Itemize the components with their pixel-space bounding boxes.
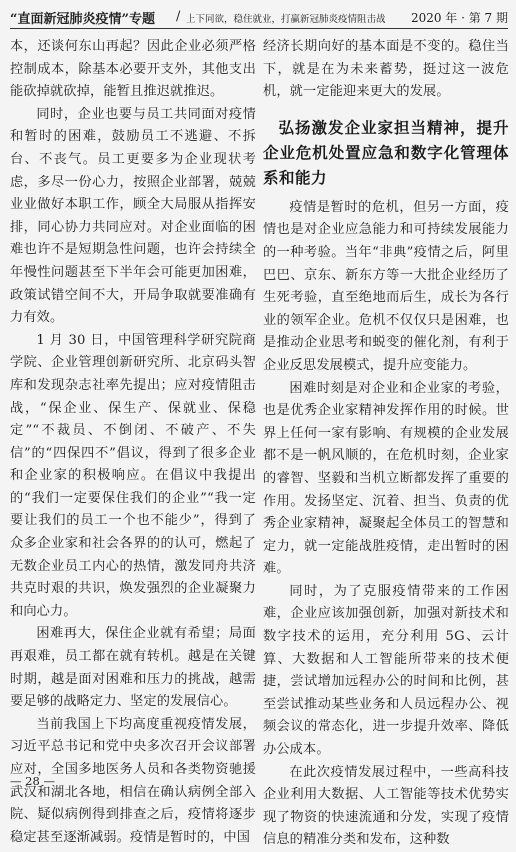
paragraph: 本，还谈何东山再起？因此企业必须严格控制成本，除基本必要开支外，其他支出能砍掉就砍掉，能暂且推迟就推迟。 [10,39,256,100]
paragraph: 同时，为了克服疫情带来的工作困难，企业应该加强创新，加强对新技术和数字技术的运用，充分利用 5G、云计算、大数据和人工智能所带来的技术便捷，尝试增加远程办公的时间和比例，甚至尝试推动某些业务和人员远程办公、视频会议的常态化，进一步提升效率、降低办公成本。 [263,583,509,758]
issue-label: 2020 年 · 第 7 期 [410,11,508,25]
header-rule [10,28,508,29]
paragraph: 1 月 30 日，中国管理科学研究院商学院、企业管理创新研究所、北京码头智库和发现杂志社率先提出；应对疫情阻击战，“保企业、保生产、保就业、保稳定”“不裁员、不倒闭、不破产、不失信”的“四保四不”倡议，得到了很多企业和企业家的积极响应。在倡议中我提出的“我们一定要保住我们的企业”“我一定要让我们的员工一个也不能少”，得到了众多企业家和社会各界的的认可，燃起了无数企业员工内心的热情，激发同舟共济共克时艰的共识，焕发强烈的企业凝聚力和向心力。 [10,332,256,619]
right-column [263,36,509,848]
section-heading: 弘扬激发企业家担当精神，提升企业危机处置应急和数字化管理体系和能力 [263,118,509,187]
paragraph: 困难时刻是对企业和企业家的考验，也是优秀企业家精神发挥作用的时候。世界上任何一家有影响、有规模的企业发展都不是一帆风顺的，在危机时刻，企业家的睿智、坚毅和当机立断都发挥了重要的作用。发扬坚定、沉着、担当、负责的优秀企业家精神，凝聚起全体员工的智慧和定力，就一定能战胜疫情，走出暂时的困难。 [263,380,509,577]
running-header [10,6,508,32]
paragraph: 当前我国上下均高度重视疫情发展，习近平总书记和党中央多次召开会议部署应对，全国多地医务人员和各类物资驰援武汉和湖北各地，相信在确认病例全部入院、疑似病例得到排查之后，疫情将逐步稳定甚至逐渐减弱。疫情是暂时的，中国 [10,716,256,845]
page-number: — 28 — [10,774,55,788]
paragraph: 同时，企业也要与员工共同面对疫情和暂时的困难，鼓励员工不逃避、不拆台、不丧气。员工更要多为企业现状考虑，多尽一份心力，按照企业部署，兢兢业业做好本职工作，顾全大局服从指挥安排，同心协力共同应对。对企业面临的困难也许不是短期急性问题，也许会持续全年慢性问题甚至下半年会可能更加困难，政策试错空间不大，开局争取就要准确有力有效。 [10,106,256,326]
special-topic-title: “直面新冠肺炎疫情”专题 [10,12,155,27]
paragraph: 经济长期向好的基本面是不变的。稳住当下，就是在为未来蓄势，挺过这一波危机，就一定能迎来更大的发展。 [263,39,509,100]
paragraph: 困难再大，保住企业就有希望；局面再艰难，员工都在就有转机。越是在关键时期，越是面对困难和压力的挑战，越需要足够的战略定力、坚定的发展信心。 [10,626,256,710]
paragraph: 在此次疫情发展过程中，一些高科技企业利用大数据、人工智能等技术优势实现了物资的快速流通和分发，实现了疫情信息的精准分类和发布，这种数 [263,764,509,848]
paragraph: 疫情是暂时的危机，但另一方面，疫情也是对企业应急能力和可持续发展能力的一种考验。当年“非典”疫情之后，阿里巴巴、京东、新东方等一大批企业经历了生死考验，直至绝地而后生，成长为各行业的领军企业。危机不仅仅只是困难，也是推动企业思考和蜕变的催化剂，有利于企业反思发展模式，提升应变能力。 [263,199,509,373]
header-divider: / [176,9,181,24]
header-subtitle: 上下同欲，稳住就业，打赢新冠肺炎疫情阻击战 [186,14,386,25]
